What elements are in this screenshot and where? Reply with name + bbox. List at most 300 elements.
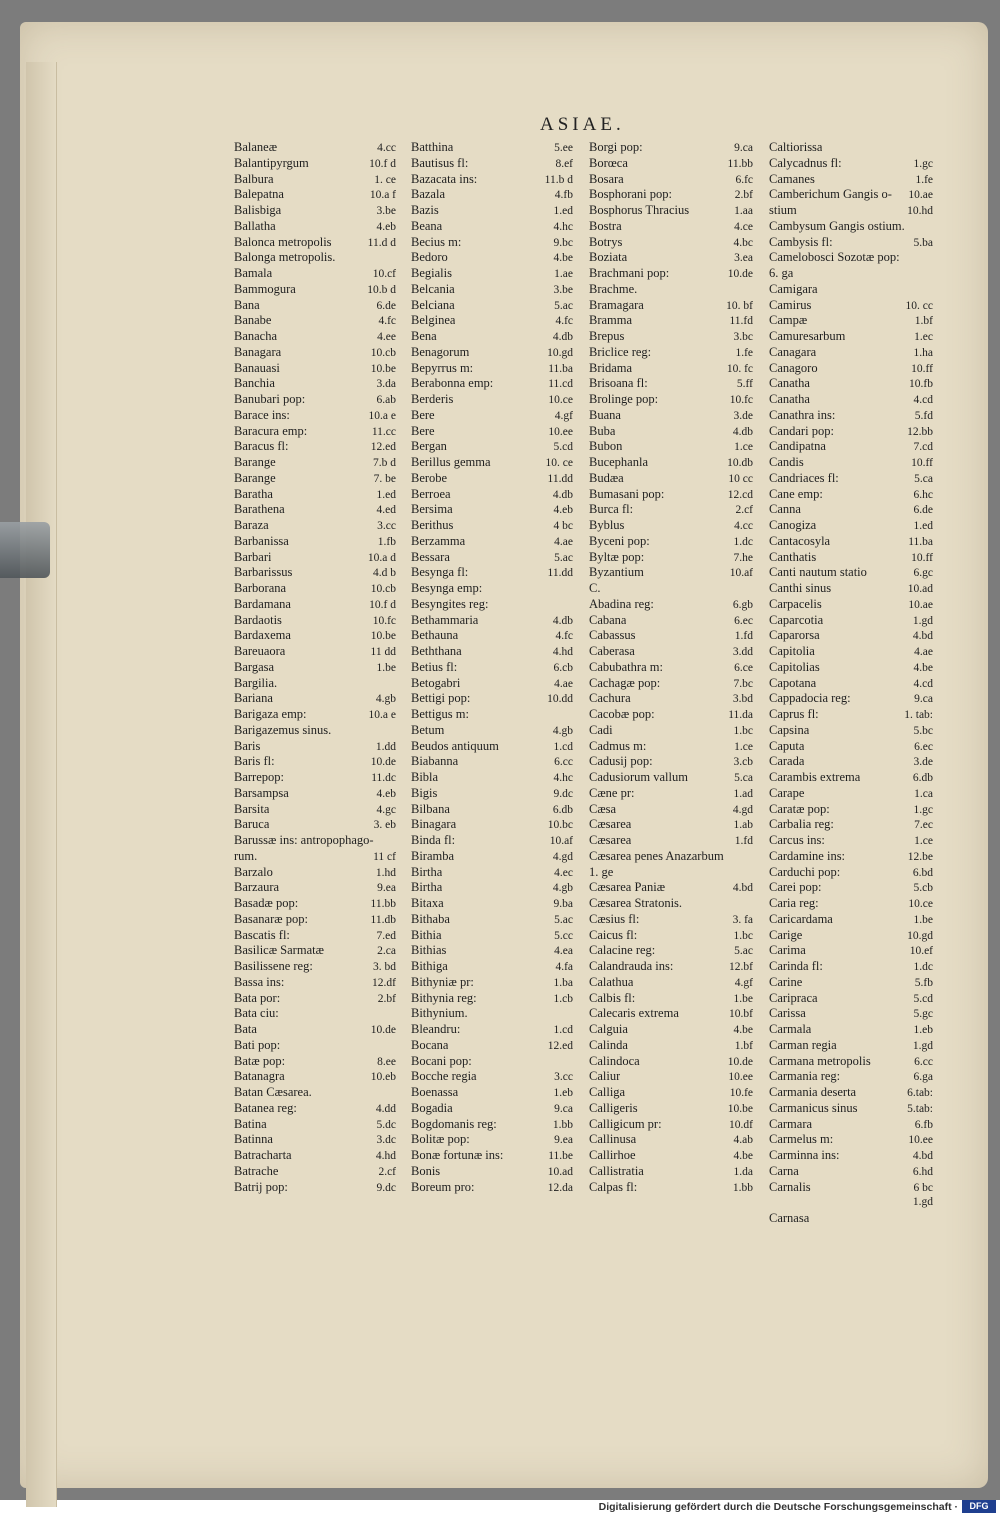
entry-name: Bati pop:	[234, 1037, 281, 1052]
index-entry	[234, 439, 396, 455]
index-entry	[589, 502, 753, 518]
entry-reference: 5.ff	[736, 378, 753, 391]
entry-reference: 11.bb	[727, 157, 753, 170]
index-entry	[411, 534, 573, 550]
page-header: ASIAE.	[540, 114, 625, 135]
index-entry	[411, 1006, 573, 1022]
entry-name: Caberasa	[589, 644, 635, 658]
entry-reference: 4.hd	[375, 1150, 396, 1162]
index-entry	[589, 156, 753, 172]
entry-reference: 10.df	[729, 1118, 753, 1131]
entry-name: Belcania	[411, 281, 455, 296]
entry-reference: 1.cd	[553, 1024, 573, 1036]
index-entry	[234, 912, 396, 928]
entry-reference: 5.ca	[734, 772, 753, 784]
index-entry	[234, 313, 396, 329]
index-entry	[411, 471, 573, 487]
index-entry	[769, 786, 933, 802]
entry-name: Bonæ fortunæ ins:	[411, 1148, 504, 1162]
entry-reference: 10.ce	[548, 394, 573, 406]
index-entry	[234, 298, 396, 314]
index-entry	[234, 550, 396, 566]
entry-name: Bata	[234, 1022, 257, 1036]
entry-reference: 8.ef	[555, 157, 573, 170]
entry-reference: 3.de	[733, 409, 753, 422]
index-entry	[589, 975, 753, 991]
entry-reference: 1.bb	[552, 1118, 573, 1131]
index-entry	[234, 754, 396, 770]
index-entry	[234, 943, 396, 959]
entry-name: Cardamine ins:	[769, 848, 846, 863]
entry-name: Canathra ins:	[769, 407, 836, 422]
index-entry	[769, 959, 933, 975]
entry-reference: 4.fb	[554, 189, 573, 202]
entry-reference: 10.a d	[367, 551, 396, 564]
entry-name: Ballatha	[234, 218, 276, 233]
entry-name: Cabubathra m:	[589, 659, 663, 674]
entry-reference: 10.dd	[547, 693, 573, 706]
entry-name: Becius m:	[411, 234, 462, 249]
entry-name: Bessara	[411, 549, 450, 564]
index-entry	[411, 455, 573, 471]
index-entry	[234, 975, 396, 991]
index-entry	[411, 1085, 573, 1101]
index-entry	[411, 1038, 573, 1054]
entry-reference: 4.be	[733, 1150, 753, 1162]
index-entry	[234, 833, 396, 849]
entry-reference: 4.gc	[376, 803, 396, 816]
entry-reference: 10.bc	[547, 819, 573, 832]
entry-reference: 4.bd	[912, 1150, 933, 1162]
entry-name: Callirhoe	[589, 1148, 636, 1162]
entry-name: Balonca metropolis	[234, 234, 332, 249]
entry-name: Barbari	[234, 549, 272, 564]
index-entry	[769, 1101, 933, 1117]
index-entry	[769, 282, 933, 298]
entry-name: Camanes	[769, 171, 815, 186]
entry-name: Brachme.	[589, 281, 638, 296]
entry-name: Candari pop:	[769, 423, 834, 438]
entry-reference: 9.ca	[554, 1102, 573, 1115]
index-entry	[234, 235, 396, 251]
entry-reference: 6.de	[376, 299, 396, 312]
entry-reference: 7.ed	[376, 929, 396, 942]
index-entry	[589, 802, 753, 818]
index-entry	[769, 865, 933, 881]
index-entry	[234, 896, 396, 912]
entry-reference: 1.bb	[732, 1181, 753, 1194]
entry-name: Basilicæ Sarmatæ	[234, 943, 324, 958]
index-entry	[589, 880, 753, 896]
entry-reference: 5.cd	[553, 441, 573, 454]
entry-name: 6. ga	[769, 266, 794, 280]
index-entry	[589, 770, 753, 786]
entry-name: Cacobæ pop:	[589, 707, 655, 721]
entry-reference: 4.gf	[734, 976, 753, 989]
entry-reference: 6.bd	[912, 866, 933, 879]
entry-name: Barbanissa	[234, 533, 289, 548]
entry-reference: 6.gb	[732, 598, 753, 611]
index-entry	[234, 376, 396, 392]
index-entry	[769, 455, 933, 471]
index-entry	[234, 392, 396, 408]
entry-reference: 10.ee	[728, 1071, 753, 1084]
entry-reference: 7.he	[733, 551, 753, 564]
entry-reference: 4.ab	[733, 1134, 753, 1147]
entry-name: Belginea	[411, 313, 456, 328]
entry-name: Bogadia	[411, 1100, 453, 1115]
index-entry	[769, 235, 933, 251]
index-entry	[769, 250, 933, 266]
index-entry	[234, 597, 396, 613]
entry-name: Benagorum	[411, 344, 470, 359]
entry-name: Borœca	[589, 155, 628, 170]
entry-name: Begialis	[411, 266, 452, 280]
entry-reference: 4.cd	[913, 677, 933, 690]
entry-reference: 1.fd	[734, 835, 753, 847]
entry-name: Brisoana fl:	[589, 376, 648, 391]
entry-reference: 1.gd	[912, 614, 933, 627]
index-entry	[234, 786, 396, 802]
entry-name: Cabana	[589, 612, 627, 627]
entry-reference: 5.ac	[554, 913, 573, 926]
index-entry	[234, 1148, 396, 1164]
entry-reference: 5.fd	[914, 409, 933, 422]
entry-reference: 6.tab:	[907, 1087, 933, 1099]
index-entry	[411, 676, 573, 692]
entry-reference: 4.gf	[554, 409, 573, 422]
entry-name: Caicus fl:	[589, 927, 638, 942]
index-entry	[769, 361, 933, 377]
entry-reference: 1.gd	[912, 1196, 933, 1209]
entry-reference: 4.hc	[553, 220, 573, 233]
entry-reference: 6.cc	[554, 756, 573, 769]
index-entry	[234, 1132, 396, 1148]
entry-name: Carcus ins:	[769, 833, 825, 847]
index-entry	[589, 928, 753, 944]
entry-name: Caricardama	[769, 911, 833, 926]
entry-name: Carissa	[769, 1006, 806, 1021]
index-entry	[234, 203, 396, 219]
index-entry	[234, 282, 396, 298]
index-entry	[411, 896, 573, 912]
entry-name: Capotana	[769, 675, 817, 690]
entry-name: Canthatis	[769, 549, 817, 564]
entry-reference: 2.bf	[377, 992, 396, 1005]
index-entry	[769, 392, 933, 408]
index-entry	[769, 1022, 933, 1038]
entry-name: Canagoro	[769, 360, 818, 375]
index-entry	[234, 518, 396, 534]
entry-reference: 8.ee	[377, 1055, 396, 1068]
entry-reference: 4.ae	[914, 646, 933, 658]
index-entry	[589, 613, 753, 629]
entry-name: rum.	[234, 848, 258, 863]
index-entry	[234, 534, 396, 550]
entry-reference: 11.bb	[370, 898, 396, 910]
entry-name: Banauasi	[234, 360, 280, 375]
entry-name: Byltæ pop:	[589, 549, 645, 564]
entry-name: Canthi sinus	[769, 581, 832, 595]
entry-name: Bolitæ pop:	[411, 1132, 470, 1147]
entry-reference: 10.af	[729, 567, 753, 580]
index-entry	[234, 502, 396, 518]
entry-reference: 9.ea	[554, 1134, 573, 1147]
entry-reference: 11.da	[728, 709, 753, 721]
index-entry	[234, 219, 396, 235]
index-entry	[589, 1180, 753, 1196]
entry-name: Bithias	[411, 943, 447, 958]
index-entry	[411, 187, 573, 203]
entry-name: Bramagara	[589, 297, 644, 312]
entry-name: Batæ pop:	[234, 1053, 286, 1068]
index-entry	[769, 345, 933, 361]
entry-name: Bostra	[589, 218, 622, 233]
entry-name: Brachmani pop:	[589, 266, 670, 280]
entry-name: Berzamma	[411, 533, 466, 548]
entry-name: Calandrauda ins:	[589, 959, 674, 973]
entry-reference: 6.cb	[553, 661, 573, 674]
entry-reference: 6.db	[552, 803, 573, 816]
entry-name: Caria reg:	[769, 896, 819, 910]
index-entry	[234, 1022, 396, 1038]
entry-reference: 1.bf	[914, 315, 933, 328]
entry-name: Caripraca	[769, 990, 818, 1005]
entry-reference: 10.be	[370, 362, 396, 375]
entry-name: Baratha	[234, 486, 273, 501]
entry-reference: 10.cb	[370, 583, 396, 595]
entry-name: Caparcotia	[769, 612, 824, 627]
entry-name: Barussæ ins: antropophago-	[234, 833, 374, 847]
entry-reference: 1.ce	[734, 740, 753, 753]
entry-name: Carman regia	[769, 1037, 837, 1052]
entry-reference: 10.f d	[369, 157, 396, 170]
index-entry	[769, 1148, 933, 1164]
entry-name: Baracus fl:	[234, 439, 289, 454]
index-entry	[411, 1022, 573, 1038]
entry-name: Carnalis	[769, 1179, 811, 1194]
entry-name: Betogabri	[411, 675, 461, 690]
entry-name: Bascatis fl:	[234, 927, 290, 942]
index-entry	[411, 928, 573, 944]
entry-name: Besynga emp:	[411, 581, 483, 595]
entry-name: Bramma	[589, 313, 633, 328]
index-entry	[769, 723, 933, 739]
index-entry	[234, 408, 396, 424]
index-entry	[411, 392, 573, 408]
entry-name: Baris fl:	[234, 754, 275, 769]
index-entry	[411, 691, 573, 707]
entry-name: Baris	[234, 738, 261, 753]
index-entry	[769, 991, 933, 1007]
entry-reference: 4.be	[733, 1024, 753, 1036]
index-entry	[769, 1069, 933, 1085]
entry-reference: 10.a e	[368, 409, 396, 422]
index-entry	[589, 991, 753, 1007]
index-entry	[234, 1069, 396, 1085]
entry-reference: 7.cd	[913, 441, 933, 454]
index-entry	[769, 266, 933, 282]
entry-name: Bithyniæ pr:	[411, 974, 474, 989]
entry-name: Baruca	[234, 817, 270, 832]
entry-name: Canna	[769, 502, 801, 517]
entry-reference: 1.ca	[914, 787, 933, 800]
entry-reference: 10.hd	[907, 205, 933, 217]
index-entry	[769, 518, 933, 534]
index-entry	[769, 329, 933, 345]
entry-reference: 1.eb	[913, 1024, 933, 1036]
index-entry	[234, 329, 396, 345]
entry-name: 1. ge	[589, 864, 614, 879]
index-entry	[589, 1022, 753, 1038]
index-entry	[411, 613, 573, 629]
entry-name: Bere	[411, 407, 435, 422]
entry-reference: 5.fb	[914, 976, 933, 989]
entry-reference: 10.de	[370, 756, 396, 769]
entry-name: Bucephanla	[589, 455, 649, 469]
entry-reference: 7.b d	[373, 457, 396, 469]
entry-name: Cadi	[589, 722, 613, 737]
index-entry	[769, 1006, 933, 1022]
entry-name: Bleandru:	[411, 1022, 461, 1036]
entry-name: Camirus	[769, 297, 812, 312]
entry-name: Baracura emp:	[234, 423, 308, 438]
index-entry	[234, 802, 396, 818]
entry-reference: 11.b d	[544, 173, 573, 186]
entry-reference: 1.fd	[734, 630, 753, 643]
index-entry	[411, 329, 573, 345]
entry-name: Besyngites reg:	[411, 596, 489, 611]
entry-reference: 11.fd	[729, 315, 753, 328]
index-entry	[769, 203, 933, 219]
entry-reference: 9.ca	[914, 693, 933, 706]
entry-name: Bana	[234, 297, 260, 312]
entry-name: Calycadnus fl:	[769, 155, 842, 170]
entry-name: Cæne pr:	[589, 785, 635, 800]
entry-reference: 11.dc	[371, 772, 396, 784]
entry-name: Camberichum Gangis o-	[769, 187, 892, 202]
index-entry	[589, 203, 753, 219]
index-entry	[234, 1038, 396, 1054]
entry-name: Berabonna emp:	[411, 376, 494, 391]
entry-name: Bedoro	[411, 250, 448, 265]
entry-name: Candipatna	[769, 439, 826, 454]
entry-reference: 1.gc	[913, 157, 933, 170]
entry-name: Cadusij pop:	[589, 754, 653, 769]
index-entry	[234, 1101, 396, 1117]
entry-reference: 4.cd	[913, 394, 933, 406]
index-entry	[411, 235, 573, 251]
index-entry	[411, 203, 573, 219]
index-entry	[589, 1085, 753, 1101]
entry-reference: 11 dd	[370, 646, 396, 658]
entry-reference: 4.gd	[732, 803, 753, 816]
entry-name: Belciana	[411, 297, 455, 312]
entry-name: Bithaba	[411, 911, 450, 926]
index-entry	[769, 1117, 933, 1133]
entry-reference: 3.be	[553, 283, 573, 296]
index-entry	[769, 660, 933, 676]
entry-reference: 11.ba	[548, 362, 573, 375]
entry-name: Batracharta	[234, 1148, 292, 1162]
entry-name: Canogiza	[769, 518, 817, 532]
entry-name: Beththana	[411, 644, 462, 658]
entry-reference: 4.fa	[555, 961, 573, 973]
entry-reference: 7.ec	[914, 819, 933, 832]
index-entry	[589, 471, 753, 487]
entry-reference: 6.fb	[914, 1118, 933, 1131]
entry-name: Berroea	[411, 486, 451, 501]
entry-reference: 1.fb	[377, 535, 396, 548]
index-entry	[589, 849, 753, 865]
index-entry	[589, 1148, 753, 1164]
entry-reference: 12.be	[907, 850, 933, 863]
index-entry	[411, 156, 573, 172]
entry-name: Budæa	[589, 470, 624, 485]
index-entry	[234, 644, 396, 660]
index-entry	[769, 896, 933, 912]
index-entry	[234, 581, 396, 597]
index-entry	[411, 424, 573, 440]
entry-reference: 4.eb	[376, 787, 396, 800]
entry-reference: 12.bf	[729, 961, 753, 973]
index-entry	[769, 1195, 933, 1211]
index-entry	[234, 739, 396, 755]
entry-reference: 4.ce	[734, 220, 753, 233]
entry-name: Bamala	[234, 266, 273, 280]
entry-name: Caputa	[769, 738, 805, 753]
index-entry	[411, 376, 573, 392]
index-entry	[411, 1148, 573, 1164]
index-entry	[769, 581, 933, 597]
index-entry	[234, 565, 396, 581]
entry-reference: 11.be	[548, 1150, 573, 1162]
entry-reference: 1.ha	[913, 346, 933, 359]
entry-reference: 3.cc	[377, 520, 396, 532]
entry-name: Biramba	[411, 848, 455, 863]
entry-reference: 1.ed	[376, 488, 396, 501]
entry-name: Cæsarea	[589, 833, 632, 847]
entry-name: Birtha	[411, 880, 443, 895]
entry-name: Bocche regia	[411, 1069, 477, 1084]
entry-name: Barbarissus	[234, 565, 293, 580]
entry-name: Bettigi pop:	[411, 691, 471, 706]
entry-name: Basilissene reg:	[234, 959, 313, 973]
index-entry	[589, 833, 753, 849]
entry-name: Calligicum pr:	[589, 1116, 662, 1131]
entry-name: Carige	[769, 927, 803, 942]
entry-name: Bubon	[589, 439, 623, 454]
entry-reference: 1.be	[913, 913, 933, 926]
entry-name: Cæsarea penes Anazarbum	[589, 848, 724, 863]
entry-name: Carna	[769, 1163, 799, 1178]
index-entry	[589, 282, 753, 298]
entry-name: Boziata	[589, 250, 628, 265]
index-entry	[234, 345, 396, 361]
entry-reference: 1.cd	[553, 740, 573, 753]
index-entry	[769, 1038, 933, 1054]
index-entry	[411, 943, 573, 959]
entry-name: Briclice reg:	[589, 344, 652, 359]
index-entry	[411, 550, 573, 566]
entry-name: Calligeris	[589, 1100, 638, 1115]
entry-reference: 12.df	[372, 976, 396, 989]
index-entry	[411, 991, 573, 1007]
index-entry	[769, 219, 933, 235]
index-column-4	[769, 140, 933, 1227]
entry-reference: 6.hc	[913, 488, 933, 501]
entry-reference: 1.ed	[913, 520, 933, 532]
